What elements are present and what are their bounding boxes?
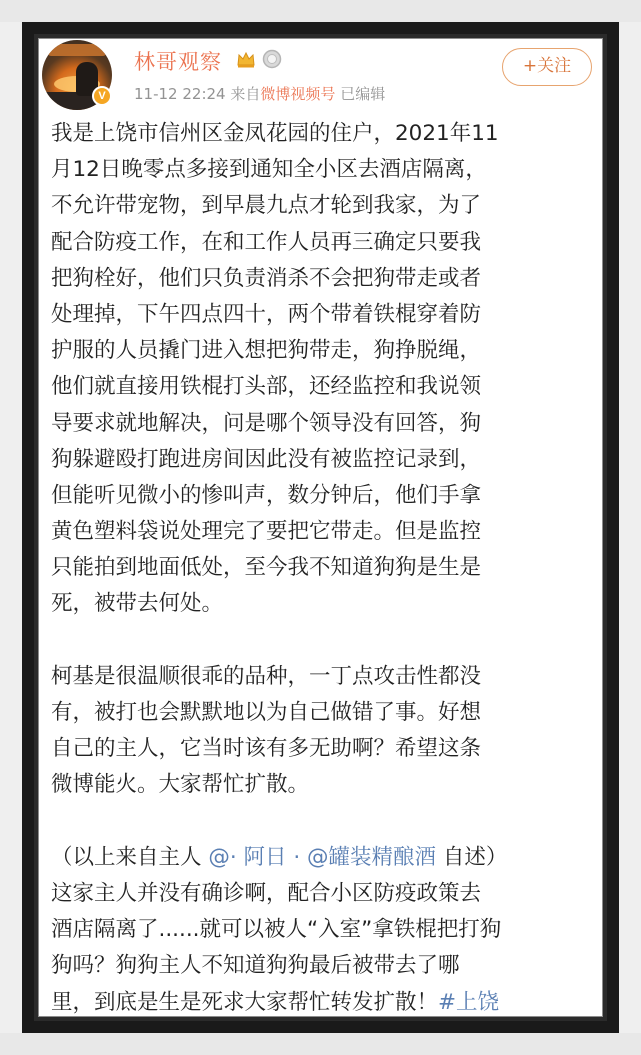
verified-v-icon: V [92, 86, 112, 106]
post-text-line: 导要求就地解决，问是哪个领导没有回答，狗 [51, 410, 482, 436]
post-text-line: 自己的主人，它当时该有多无助啊？希望这条 [51, 736, 482, 762]
last-line-text: 里，到底是生是死求大家帮忙转发扩散！ [51, 989, 439, 1015]
post-content [51, 116, 596, 1021]
post-text-line: 不允许带宠物，到早晨九点才轮到我家，为了 [51, 193, 482, 219]
quote-suffix: 自述） [436, 844, 508, 870]
post-text-line: 护服的人员撬门进入想把狗带走，狗挣脱绳， [51, 338, 482, 364]
bottom-margin-strip [0, 1033, 641, 1055]
post-text-line: 黄色塑料袋说处理完了要把它带走。但是监控 [51, 519, 482, 545]
mention-spacer [300, 845, 307, 870]
post-text-line: 月12日晚零点多接到通知全小区去酒店隔离， [51, 157, 487, 183]
post-text-line: 有，被打也会默默地以为自己做错了事。好想 [51, 700, 482, 725]
paragraph-gap [51, 623, 596, 659]
post-text-line: 只能拍到地面低处，至今我不知道狗狗是生是 [51, 555, 482, 581]
post-text-line: 微博能火。大家帮忙扩散。 [51, 772, 310, 798]
follow-button[interactable]: +关注 [502, 48, 592, 86]
post-text-line: 我是上饶市信州区金凤花园的住户，2021年11 [51, 121, 499, 146]
post-text-line: 他们就直接用铁棍打头部，还经监控和我说领 [51, 374, 482, 400]
post-text-line: 处理掉，下午四点四十，两个带着铁棍穿着防 [51, 301, 482, 327]
top-margin-strip [0, 0, 641, 22]
post-timestamp: 11-12 22:24 [134, 85, 226, 103]
mention-link-arir[interactable]: @· 阿日 · [208, 844, 301, 870]
edited-label: 已编辑 [340, 85, 386, 103]
post-text-line-with-hashtag [51, 985, 596, 1021]
level-badge-icon [262, 49, 282, 69]
post-text-line: 狗吗？狗狗主人不知道狗狗最后被带去了哪 [51, 953, 460, 979]
post-text-line: 但能听见微小的惨叫声，数分钟后，他们手拿 [51, 482, 482, 508]
crown-icon [236, 50, 256, 68]
quote-prefix: （以上来自主人 [51, 844, 209, 870]
post-text-line: 这家主人并没有确诊啊，配合小区防疫政策去 [51, 880, 482, 906]
post-text-line-with-mentions [51, 840, 596, 876]
source-prefix: 来自 [230, 85, 261, 103]
post-text-line: 配合防疫工作，在和工作人员再三确定只要我 [51, 229, 482, 255]
paragraph-gap [51, 804, 596, 840]
username[interactable]: 林哥观察 [134, 50, 222, 74]
post-text-line: 把狗栓好，他们只负责消杀不会把狗带走或者 [51, 265, 482, 291]
post-text-line: 柯基是很温顺很乖的品种，一丁点攻击性都没 [51, 663, 482, 689]
avatar-label-decoration [48, 44, 106, 56]
post-meta [134, 83, 385, 104]
post-text-line: 死，被带去何处。 [51, 591, 224, 617]
post-text-line: 酒店隔离了......就可以被人“入室”拿铁棍把打狗 [51, 917, 502, 943]
source-link[interactable]: 微博视频号 [260, 85, 336, 103]
post-text-line: 狗躲避殴打跑进房间因此没有被监控记录到， [51, 446, 482, 472]
hashtag-link[interactable]: #上饶 [438, 989, 500, 1015]
mention-link-guanzhuang[interactable]: @罐装精酿酒 [307, 844, 437, 870]
